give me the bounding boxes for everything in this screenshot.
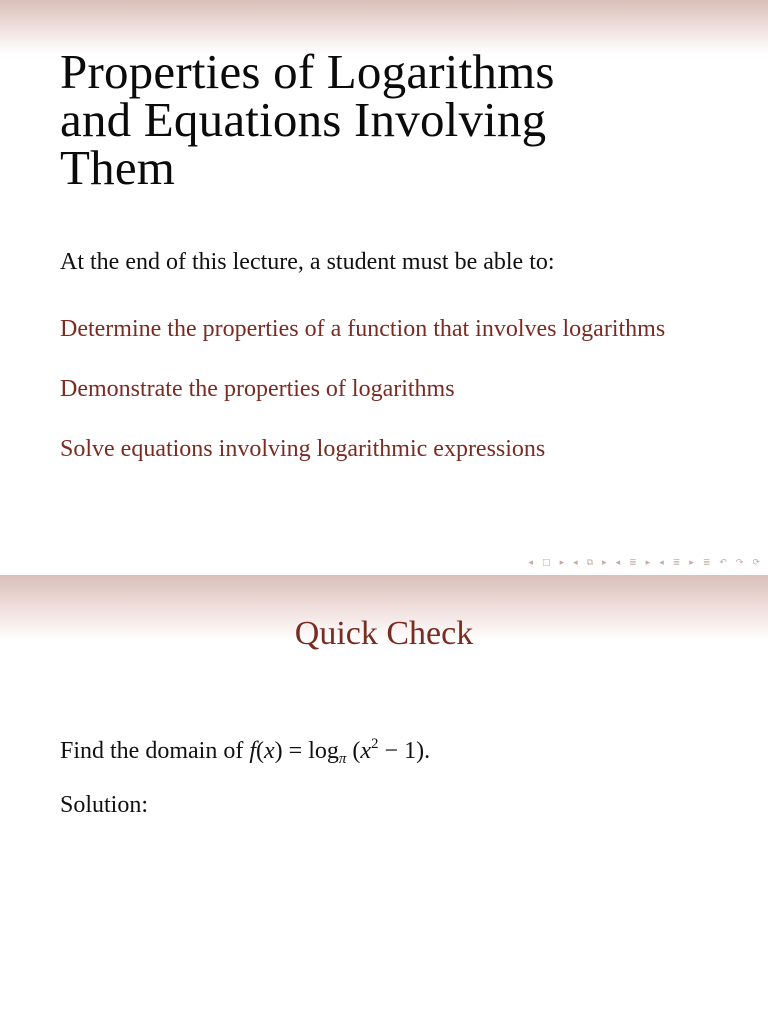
nav-search-icon[interactable]: ⟳	[752, 558, 760, 568]
paren: (	[352, 738, 361, 764]
variable: x	[264, 738, 275, 764]
function-name: f	[249, 738, 256, 764]
equals-log: = log	[282, 738, 339, 764]
lecture-title	[60, 44, 750, 195]
minus-one: − 1	[378, 738, 417, 764]
nav-next-part-icon[interactable]: ▸	[689, 558, 694, 568]
nav-prev-part-icon[interactable]: ◂	[659, 558, 664, 568]
nav-subsection-icon[interactable]: ⧉	[586, 558, 594, 568]
intro-text: At the end of this lecture, a student must be able to:	[60, 249, 555, 275]
nav-next-subsection-icon[interactable]: ▸	[602, 558, 607, 568]
beamer-navigation-bar	[529, 557, 760, 569]
question-prefix: Find the domain of	[60, 738, 250, 764]
paren: ).	[416, 738, 431, 764]
objective-item: Solve equations involving logarithmic expressions	[60, 436, 546, 462]
nav-part-icon[interactable]: ≣	[672, 558, 681, 568]
nav-next-section-icon[interactable]: ▸	[645, 558, 651, 568]
objective-item: Determine the properties of a function that involves logarithms	[60, 316, 666, 342]
nav-prev-frame-icon[interactable]: ◂	[528, 558, 534, 568]
frame-title: Quick Check	[294, 615, 474, 652]
nav-document-icon[interactable]: ≣	[702, 558, 711, 568]
exponent: 2	[371, 736, 379, 752]
title-line-2: and Equations Involving	[60, 92, 547, 147]
nav-frame-icon[interactable]: □	[542, 558, 551, 568]
paren: )	[274, 738, 283, 764]
log-base: π	[338, 751, 347, 767]
question-text	[60, 729, 430, 774]
nav-forward-icon[interactable]: ↷	[735, 558, 744, 568]
nav-section-icon[interactable]: ≣	[629, 558, 637, 568]
title-line-3: Them	[60, 140, 176, 195]
nav-prev-subsection-icon[interactable]: ◂	[573, 558, 578, 568]
nav-next-frame-icon[interactable]: ▸	[559, 558, 565, 568]
nav-back-icon[interactable]: ↶	[719, 558, 727, 568]
solution-label: Solution:	[60, 792, 149, 818]
variable: x	[360, 738, 372, 764]
title-line-1: Properties of Logarithms	[60, 44, 555, 99]
learning-objectives	[60, 314, 700, 464]
nav-prev-section-icon[interactable]: ◂	[615, 558, 621, 568]
objective-item: Demonstrate the properties of logarithms	[60, 376, 455, 402]
paren: (	[256, 738, 264, 764]
